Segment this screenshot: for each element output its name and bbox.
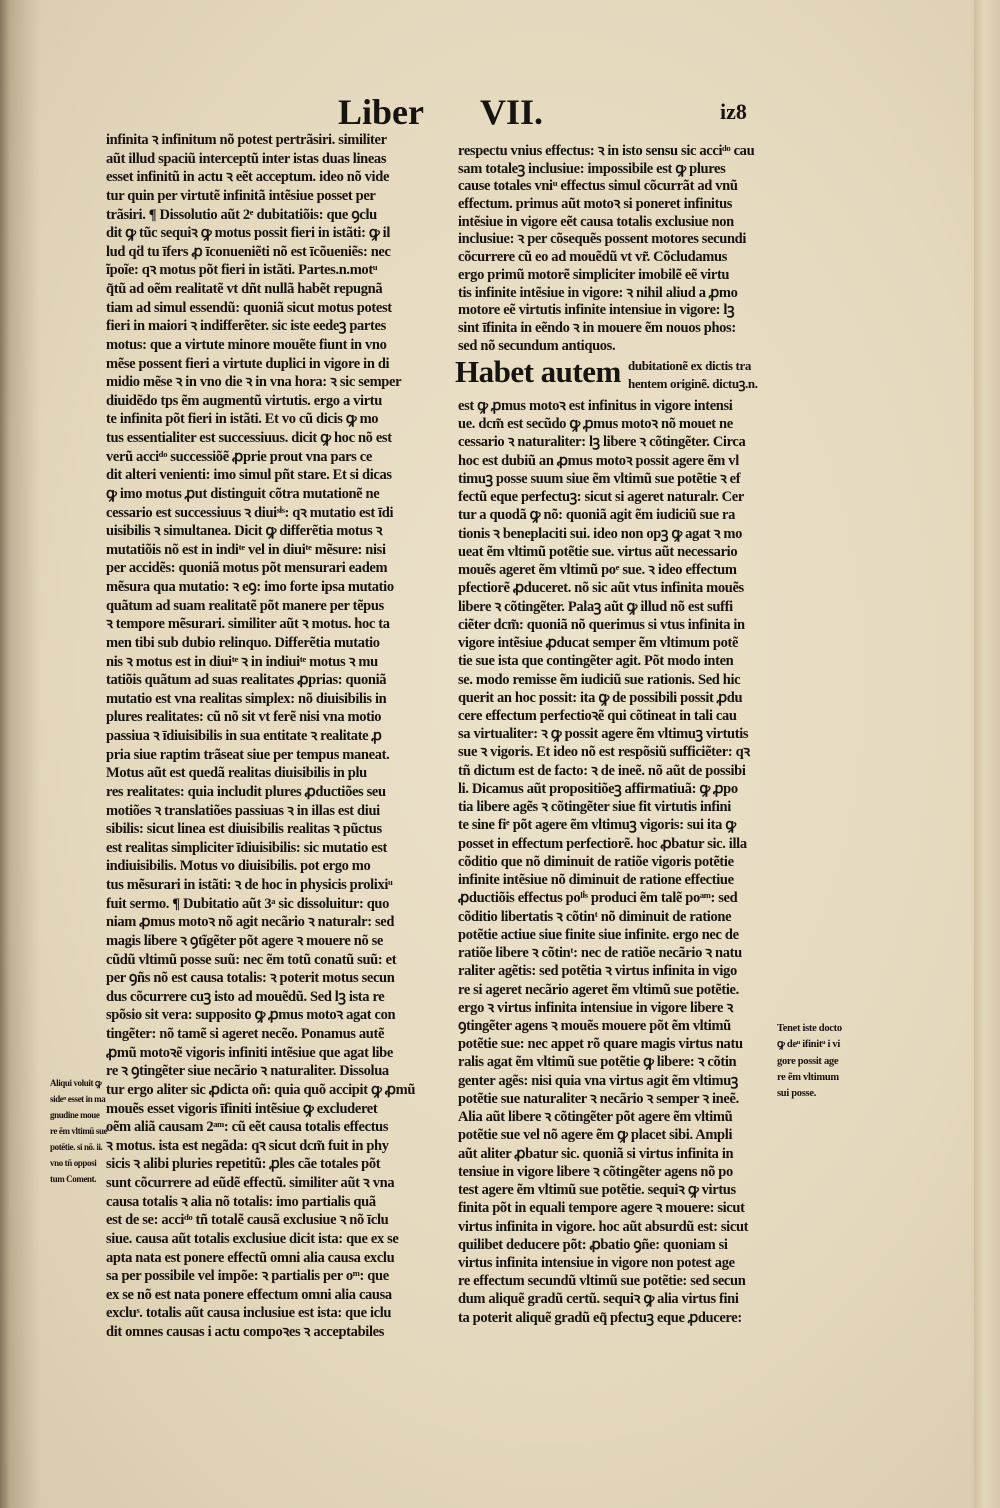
text-line: Tenet iste docto (777, 1023, 842, 1034)
text-line: virtus infinita in vigore. hoc aũt absurdũ est: sicut (458, 1218, 749, 1235)
text-line: hentem originẽ. dictuꝫ.n. (628, 376, 758, 391)
text-line: ex se nõ est nata ponere effectum omni alia causa (106, 1286, 392, 1303)
text-line: mouẽs ageret ẽm vltimũ poᵉ sue. ꝛ ideo effectum (458, 562, 737, 579)
text-line: re effectum secundũ vltimũ sue potẽtie: sed secun (458, 1273, 746, 1290)
text-line: aũt illud spaciũ interceptũ inter istas duas lineas (106, 150, 387, 167)
text-line: aũt aliter ꝓbatur sic. quoniã si virtus infinita in (458, 1145, 734, 1162)
text-line: hoc est dubiũ an ꝓmus motoꝛ possit agere ẽm vl (458, 452, 739, 469)
text-line: res realitates: quia includit plures ꝓductiões seu (106, 783, 386, 800)
text-line: tionis ꝛ beneplaciti sui. ideo non opꝫ ꝙ agat ꝛ mo (458, 525, 743, 542)
text-line: ratiõe libere ꝛ cõtinᵗ: nec de ratiõe necãrio ꝛ natu (458, 945, 742, 962)
text-line: posset in effectum perfectiorẽ. hoc ꝓbatur sic. illa (458, 835, 747, 852)
text-line: ue. dcm̃ est secũdo ꝙ ꝓmus motoꝛ nõ mouet ne (458, 416, 733, 433)
text-line: tus essentialiter est successiuus. dicit ꝙ hoc nõ est (106, 430, 392, 446)
text-line: tatiõis quãtum ad suas realitates ꝓprias: quoniã (106, 672, 387, 689)
text-line: li. Dicamus aũt propositiõeꝫ affirmatiuã: ꝙ ꝓpo (458, 780, 738, 797)
text-line: intẽsiue in vigore eẽt causa totalis exclusiue non (458, 213, 734, 230)
section-incipit: Habet autem (455, 354, 621, 389)
text-line: verũ acciᵈᵒ successiõẽ ꝓprie prout vna pars ce (106, 448, 372, 465)
text-line: inclusiue: ꝛ per cõsequẽs possent motores secundi (458, 231, 747, 248)
text-line: ergo primũ motorẽ simpliciter imobilẽ eẽ virtu (458, 266, 730, 283)
text-line: Alia aũt libere ꝛ cõtingẽter põt agere ẽm vltimũ (458, 1109, 733, 1126)
left-text-column (106, 131, 436, 1342)
text-line: dubitationẽ ex dictis tra (628, 358, 752, 373)
text-line: ꝙ deᵘ ifinitᵘ i vi (777, 1039, 840, 1051)
text-line: potẽtie. si nõ. ii. (50, 1142, 103, 1152)
text-line: dus cõcurrere cuꝫ isto ad mouẽdũ. Sed lꝫ ista re (106, 988, 385, 1005)
text-line: querit an hoc possit: ita ꝙ de possibili possit ꝓdu (458, 689, 743, 706)
text-line: cõditio que nõ diminuit de ratiõe vigoris potẽtie (458, 853, 734, 870)
text-line: ergo ꝛ virtus infinita intensiue in vigore libere ꝛ (458, 999, 733, 1016)
page-edge (974, 0, 1000, 1508)
text-line: ciẽter dcm̃: quoniã nõ querimus si vtus infinita in (458, 616, 745, 633)
text-line: q̃tũ ad oẽm realitatẽ vt dñt nullã habẽt repugnã (106, 281, 383, 297)
folio-number: iz8 (720, 99, 747, 124)
text-line: tie sue ista que contingẽter agit. Põt modo inten (458, 653, 734, 670)
right-text-column-bottom (458, 397, 794, 1327)
text-line: potẽtie sue vel nõ agere ẽm ꝙ placet sibi. Ampli (458, 1127, 733, 1144)
text-line: mouẽs esset vigoris īfiniti intẽsiue ꝙ excluderet (106, 1100, 378, 1117)
text-line: genter agẽs: nisi quia vna virtus agit ẽm vltimuꝫ (458, 1072, 738, 1089)
text-line: re ẽm vltimum (777, 1071, 839, 1083)
text-line: cũdũ vltimũ posse suũ: nec ẽm totũ conatũ suũ: et (106, 951, 397, 968)
text-line: quãtum ad suam realitatẽ põt manere per tẽpus (106, 597, 384, 614)
text-line: sicis ꝛ alibi pluries repetitũ: ꝓles cãe totales põt (106, 1156, 381, 1173)
text-line: te infinita põt fieri in istãti. Et vo cũ dicis ꝙ mo (106, 411, 379, 428)
text-line: vno tñ opposi (50, 1158, 97, 1168)
text-line: cere effectum perfectioꝛẽ qui cõtineat in tali cau (458, 707, 737, 724)
text-line: midio mẽse ꝛ in vno die ꝛ in vna hora: ꝛ sic semper (106, 374, 402, 391)
text-line: lud qḋ tu īfers ꝓ īconueniẽti nõ est īcõueniẽs: nec (106, 243, 391, 260)
text-line: mutatiõis nõ est in indiᵗᵉ vel in diuiᵗᵉ mẽsure: nisi (106, 541, 386, 558)
text-line: sed nõ secundum antiquos. (458, 337, 616, 354)
text-line: tia libere agẽs ꝛ cõtingẽter siue fit virtutis infini (458, 799, 731, 816)
text-line: vigore intẽsiue ꝓducat semper ẽm vltimum potẽ (458, 635, 739, 652)
text-line: te sine fiᵉ põt agere ẽm vltimuꝫ vigoris: sui ita ꝙ (458, 817, 736, 834)
text-line: sunt cõcurrere ad eũdẽ effectũ. similiter aũt ꝛ vna (106, 1175, 395, 1191)
text-line: dit ꝙ tũc sequiꝛ ꝙ motus possit fieri in istãti: ꝙ il (106, 225, 391, 242)
incipit-side-text (628, 357, 794, 393)
text-line: gnudine moue (50, 1110, 100, 1120)
text-line: nis ꝛ motus est in diuiᵗᵉ ꝛ in indiuiᵗᵉ motus ꝛ mu (106, 653, 378, 670)
text-line: cõditio libertatis ꝛ cõtinᵗ nõ diminuit de ratione (458, 908, 732, 925)
text-line: raliter agẽtis: sed potẽtia ꝛ virtus infinita in vigo (458, 963, 737, 980)
running-head-liber: Liber (338, 92, 424, 132)
text-line: apta nata est ponere effectũ omni alia causa exclu (106, 1249, 395, 1266)
text-line: sue ꝛ vigoris. Et ideo nõ est respõsiũ sufficiẽter: qꝛ (458, 744, 750, 761)
text-line: pfectiorẽ ꝓduceret. nõ sic aũt vtus infinita mouẽs (458, 580, 744, 597)
text-line: oẽm aliã causam 2ᵃᵐ: cũ eẽt causa totalis effectus (106, 1119, 389, 1136)
text-line: re si ageret necãrio ageret ẽm vltimũ sue potẽtie. (458, 981, 739, 998)
text-line: finita põt in equali tempore agere ꝛ mouere: sicut (458, 1200, 745, 1217)
text-line: magis libere ꝛ ꝯtĩgẽter põt agere ꝛ mouere nõ se (106, 932, 384, 949)
text-line: se. modo remisse ẽm iudiciũ sue rationis. Sed hic (458, 671, 741, 688)
text-line: potẽtie sue: nec appet rõ quare magis virtus natu (458, 1036, 743, 1053)
text-line: tur quin per virtutẽ infinitã intẽsiue posset per (106, 187, 376, 204)
text-line: est realitas simpliciter īdiuisibilis: sic mutatio est (106, 839, 388, 856)
text-line: trãsiri. ¶ Dissolutio aũt 2ᵉ dubitatiõis: que ꝯclu (106, 206, 377, 223)
text-line: tus mẽsurari in istãti: ꝛ de hoc in physicis prolixiᵘ (106, 877, 393, 893)
text-line: ꝙ imo motus ꝓut distinguit cõtra mutationẽ ne (106, 485, 380, 502)
text-line: esset infinitũ in actu ꝛ eẽt acceptum. ideo nõ vide (106, 169, 390, 186)
text-line: mutatio est vna realitas simplex: nõ diuisibilis in (106, 690, 387, 707)
text-line: causa totalis ꝛ alia nõ totalis: imo partialis quã (106, 1193, 376, 1210)
text-line: est ꝙ ꝓmus motoꝛ est infinitus in vigore intensi (458, 398, 733, 414)
text-line: ꝛ tempore mẽsurari. similiter aũt ꝛ motus. hoc ta (106, 616, 390, 633)
text-line: ralis agat ẽm vltimũ sue potẽtie ꝙ libere: ꝛ cõtin (458, 1054, 737, 1071)
text-line: fieri in maiori ꝛ indifferẽter. sic iste eedeꝫ partes (106, 318, 386, 335)
text-line: siue. causa aũt totalis exclusiue dicit ista: que ex se (106, 1230, 399, 1247)
text-line: libere ꝛ cõtingẽter. Palaꝫ aũt ꝙ illud nõ est suffi (458, 598, 733, 615)
text-line: tur ergo aliter sic ꝓdicta oñ: quia quõ accipit ꝙ ꝓmũ (106, 1081, 416, 1098)
text-line: Aliqui voluit ꝙ (50, 1078, 102, 1088)
text-line: gore possit age (777, 1055, 839, 1067)
text-line: dit omnes causas i actu compoꝛes ꝛ acceptabiles (106, 1324, 385, 1340)
text-line: men tibi sub dubio relinquo. Differẽtia mutatio (106, 634, 380, 651)
text-line: tingẽter: nõ tamẽ si ageret necẽo. Ponamus autẽ (106, 1026, 385, 1042)
left-marginal-note (50, 1075, 110, 1187)
text-line: ta poterit aliquẽ gradũ eq̃ pfectuꝫ eque ꝓducere: (458, 1309, 742, 1326)
text-line: re ꝛ ꝯtingẽter siue necãrio ꝛ naturaliter. Dissolua (106, 1063, 389, 1080)
text-line: ꝓductiõis effectus poˡⁱˢ produci ẽm talẽ poᵃᵐ: sed (458, 890, 738, 907)
text-line: infinita ꝛ infinitum nõ potest pertrãsiri. similiter (106, 132, 387, 148)
text-line: passiua ꝛ īdiuisibilis in sua entitate ꝛ realitate ꝓ (106, 728, 382, 744)
text-line: sa per possibile vel impõe: ꝛ partialis per oᵐ: que (106, 1268, 389, 1285)
text-line: per accidẽs: quoniã motus põt mensurari eadem (106, 560, 388, 577)
running-head-book-number: VII. (480, 92, 544, 132)
text-line: ꝓmũ motoꝛẽ vigoris infiniti intẽsiue que agat libe (106, 1044, 393, 1061)
text-line: motore eẽ virtutis infinite intensiue in vigore: lꝫ (458, 302, 735, 319)
text-line: tñ dictum est de facto: ꝛ de ineẽ. nõ aũt de possibi (458, 762, 746, 779)
text-line: test agere ẽm vltimũ sue potẽtie. sequiꝛ ꝙ virtus (458, 1182, 736, 1199)
text-line: fuit sermo. ¶ Dubitatio aũt 3ᵃ sic dissoluitur: quo (106, 895, 390, 912)
text-line: respectu vnius effectus: ꝛ in isto sensu sic acciᵈᵒ cau (458, 143, 755, 159)
text-line: quilibet deducere põt: ꝓbatio ꝯñe: quoniam si (458, 1236, 728, 1253)
right-text-column-top (458, 143, 794, 355)
text-line: sui posse. (777, 1088, 817, 1100)
text-line: ĩpoĩe: qꝛ motus põt fieri in istãti. Partes.n.motᵘ (106, 262, 378, 279)
text-line: cessario est successiuus ꝛ diuiˢⁱˢ: qꝛ mutatio est īdi (106, 504, 394, 521)
text-line: re ẽm vltimũ sue (50, 1126, 108, 1136)
text-line: motus: que a virtute minore mouẽte fiunt in vno (106, 336, 387, 353)
text-line: sideᵘ esset in ma (50, 1094, 106, 1104)
text-line: tur a quodã ꝙ nõ: quoniã agit ẽm iudiciũ sue ra (458, 507, 735, 524)
text-line: cause totales vniᵘ effectus simul cõcurrãt ad vnũ (458, 178, 738, 195)
text-line: dum aliquẽ gradũ certũ. sequiꝛ ꝙ alia virtus fini (458, 1291, 739, 1308)
text-line: infinite intẽsiue nõ diminuit de ratione effectiue (458, 872, 734, 889)
text-line: tensiue in vigore libere ꝛ cõtingẽter agens nõ po (458, 1163, 733, 1180)
text-line: per ꝯñs nõ est causa totalis: ꝛ poterit motus secun (106, 970, 395, 987)
text-line: cõcurrere cũ eo ad mouẽdũ vt vr̃. Cõcludamus (458, 249, 728, 266)
text-line: ꝛ motus. ista est negãda: qꝛ sicut dcm̃ fuit in phy (106, 1137, 389, 1154)
text-line: virtus infinita intensiue in vigore non potest age (458, 1255, 735, 1272)
text-line: pria siue raptim trãseat siue per tempus maneat. (106, 746, 390, 763)
text-line: sa virtualiter: ꝛ ꝙ possit agere ẽm vltimuꝫ virtutis (458, 726, 749, 743)
text-line: sint īfinita in eẽndo ꝛ in mouere ẽm nouos phos: (458, 319, 736, 336)
text-line: timuꝫ posse suum siue ẽm vltimũ sue potẽtie ꝛ ef (458, 470, 741, 487)
text-line: cessario ꝛ naturaliter: lꝫ libere ꝛ cõtingẽter. Circa (458, 434, 746, 451)
text-line: ueat ẽm vltimũ potẽtie sue. virtus aũt necessario (458, 543, 738, 560)
text-line: spõsio sit vera: supposito ꝙ ꝓmus motoꝛ agat con (106, 1007, 396, 1024)
text-line: Motus aũt est quedã realitas diuisibilis in plu (106, 765, 367, 782)
text-line: mẽsura qua mutatio: ꝛ eꝯ: imo forte ipsa mutatio (106, 579, 394, 595)
text-line: diuidẽdo tps ẽm augmentũ virtutis. ergo a virtu (106, 392, 382, 409)
text-line: plures realitates: cũ nõ sit vt ferẽ nisi vna motio (106, 709, 382, 726)
text-line: mẽse possent fieri a virtute duplici in vigore in di (106, 355, 390, 372)
text-line: sam totaleꝫ inclusiue: impossibile est ꝙ plures (458, 160, 726, 177)
right-marginal-note (777, 1021, 869, 1102)
text-line: motiões ꝛ translatiões passiuas ꝛ in illas est diui (106, 802, 380, 819)
text-line: effectum. primus aũt motoꝛ si poneret infinitus (458, 196, 733, 213)
text-line: dit alteri venienti: imo simul pñt stare. Et si dicas (106, 467, 392, 484)
text-line: potẽtie actiue siue finite siue infinite. ergo nec de (458, 926, 739, 943)
text-line: ꝯtingẽter agens ꝛ mouẽs mouere põt ẽm vltimũ (458, 1017, 731, 1034)
text-line: potẽtie sue naturaliter ꝛ necãrio ꝛ semper ꝛ ineẽ. (458, 1090, 739, 1107)
text-line: excluˢ. totalis aũt causa inclusiue est ista: que iclu (106, 1305, 392, 1322)
text-line: niam ꝓmus motoꝛ nõ agit necãrio ꝛ naturalr: sed (106, 914, 395, 931)
text-line: est de se: acciᵈᵒ tñ totalẽ causã exclusiue ꝛ nõ īclu (106, 1212, 389, 1229)
text-line: uisibilis ꝛ simultanea. Dicit ꝙ differẽtia motus ꝛ (106, 523, 383, 540)
text-line: tis infinite intẽsiue in vigore: ꝛ nihil aliud a ꝓmo (458, 284, 738, 301)
text-line: tum Coment. (50, 1174, 97, 1184)
text-line: fectũ eque perfectuꝫ: sicut si ageret naturalr. Cer (458, 489, 744, 506)
text-line: indiuisibilis. Motus vo diuisibilis. pot ergo mo (106, 858, 371, 875)
text-line: tiam ad simul essendũ: quoniã sicut motus potest (106, 299, 392, 316)
text-line: sibilis: sicut linea est diuisibilis realitas ꝛ pũctus (106, 821, 382, 838)
